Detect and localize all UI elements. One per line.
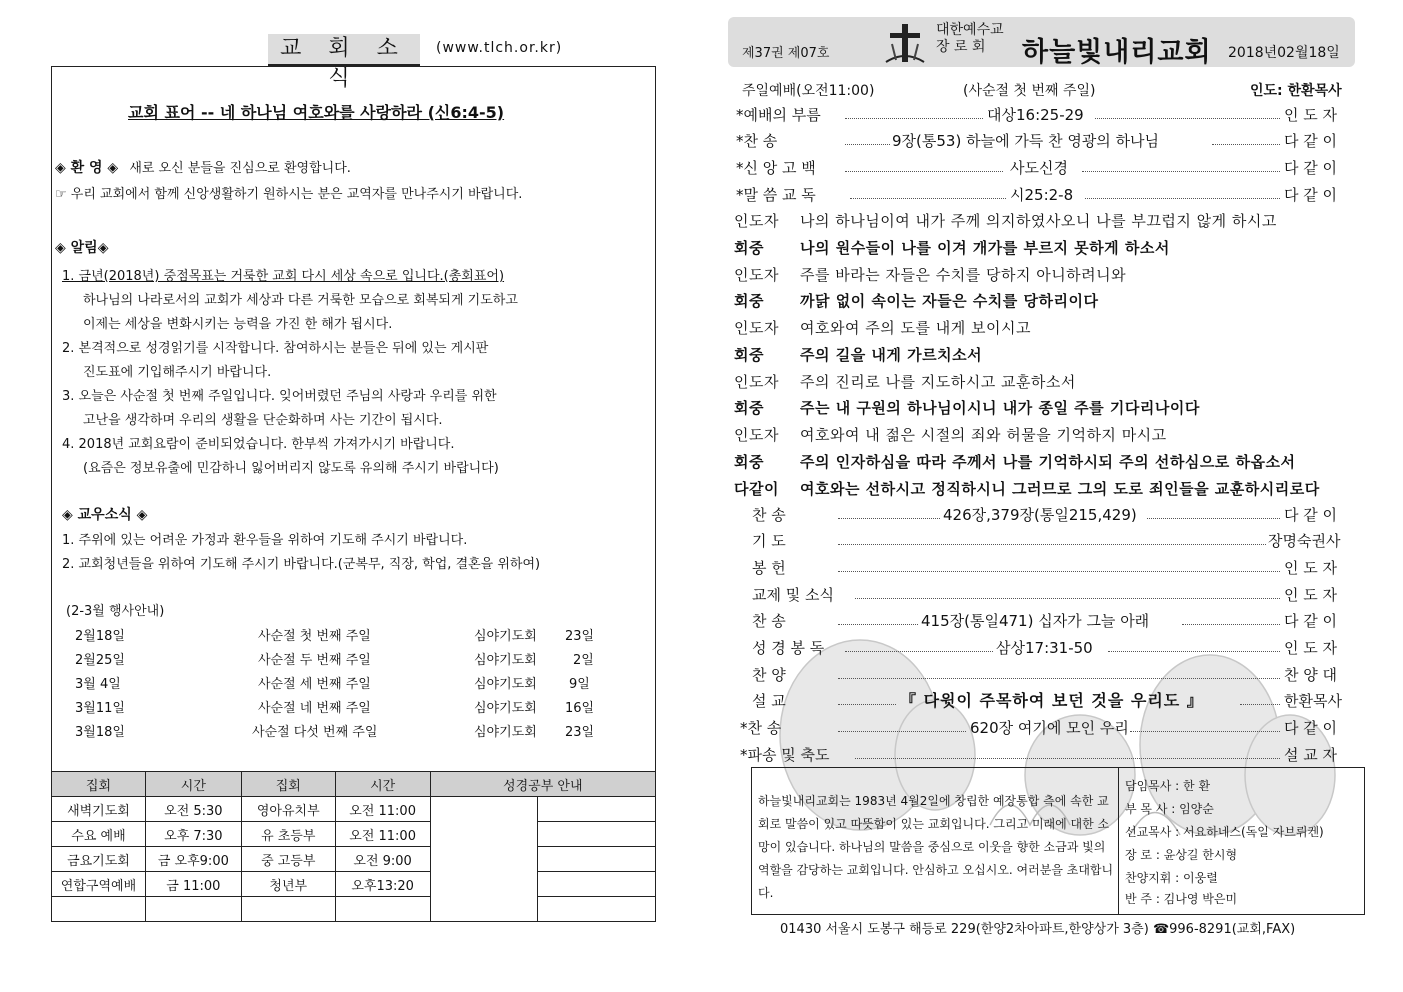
order-label: 성 경 봉 독	[752, 639, 825, 657]
volume-number: 제37권 제07호	[742, 46, 830, 61]
responsive-line	[734, 237, 1170, 258]
responsive-line	[734, 371, 1076, 392]
leader-dots	[1082, 171, 1280, 172]
order-who: 인 도 자	[1284, 586, 1338, 604]
notice-heading: ◈ 알림◈	[55, 240, 109, 256]
order-who: 인 도 자	[1284, 106, 1338, 124]
leader-dots	[838, 678, 1280, 679]
order-label: 찬 송	[752, 506, 786, 524]
event-day: 23일	[565, 725, 595, 740]
reading-text: 여호와여 내 젊은 시절의 죄와 허물을 기억하지 마시고	[800, 426, 1167, 444]
responsive-line	[734, 210, 1277, 231]
responsive-line	[734, 451, 1295, 472]
header-cell: 집회	[52, 772, 146, 797]
event-date: 3월11일	[75, 701, 125, 716]
worship-leader: 인도: 한환목사	[1250, 83, 1342, 99]
denomination-line: 장 로 회	[936, 39, 986, 55]
reader: 다같이	[734, 480, 779, 498]
staff-line: 담임목사 : 한 환	[1125, 779, 1211, 793]
order-who: 다 같 이	[1284, 159, 1338, 177]
reading-text: 주의 진리로 나를 지도하시고 교훈하소서	[800, 373, 1076, 391]
event-date: 2월25일	[75, 653, 125, 668]
liturgical-season: (사순절 첫 번째 주일)	[963, 83, 1096, 99]
welcome-note: ☞ 우리 교회에서 함께 신앙생활하기 원하시는 분은 교역자를 만나주시기 바랍니다.	[55, 187, 523, 202]
cross-logo-icon	[882, 20, 928, 66]
order-content: 대상16:25-29	[987, 106, 1084, 124]
event-name: 사순절 두 번째 주일	[258, 653, 371, 668]
table-cell: 금 11:00	[145, 872, 241, 897]
table-cell: 오전 11:00	[335, 822, 430, 847]
order-label: 설 교	[752, 692, 786, 710]
event-prayer: 심야기도회	[474, 701, 537, 716]
order-who: 다 같 이	[1284, 612, 1338, 630]
reading-text: 주의 길을 내게 가르치소서	[800, 346, 983, 364]
reading-text: 주의 인자하심을 따라 주께서 나를 기억하시되 주의 선하심으로 하옵소서	[800, 453, 1296, 471]
reader: 인도자	[734, 319, 779, 337]
order-who: 한환목사	[1284, 692, 1342, 710]
website-link[interactable]: (www.tlch.or.kr)	[436, 40, 563, 56]
order-who: 다 같 이	[1284, 506, 1338, 524]
event-name: 사순절 다섯 번째 주일	[252, 725, 378, 740]
leader-dots	[838, 544, 1266, 545]
church-address: 01430 서울시 도봉구 해등로 229(한양2차아파트,한양상가 3층) ☎996-8291(교회,FAX)	[780, 922, 1296, 937]
table-cell: 영아유치부	[241, 797, 335, 822]
notice-line: 2. 본격적으로 성경읽기를 시작합니다. 참여하시는 분들은 뒤에 있는 게시판	[62, 341, 489, 356]
staff-line: 찬양지휘 : 이웅렬	[1125, 871, 1218, 885]
leader-dots	[845, 171, 1003, 172]
leader-dots	[845, 118, 983, 119]
leader-dots	[1130, 731, 1280, 732]
church-introduction: 하늘빛내리교회는 1983년 4월2일에 창립한 예장통합 측에 속한 교회로 말씀이 있고 따뜻함이 있는 교회입니다. 그리고 미래에 대한 소망이 있습니다. 하나님의 말씀을 중심으로 이웃을 향한 소금과 빛의 역할을 감당하는 교회입니다. 안심하고 오십시오. 여러분을 초대합니다.	[758, 794, 1114, 900]
leader-dots	[838, 624, 918, 625]
event-date: 3월 4일	[75, 677, 121, 692]
event-prayer: 심야기도회	[474, 677, 537, 692]
study-cell	[538, 797, 656, 822]
order-who: 인 도 자	[1284, 639, 1338, 657]
welcome-heading: ◈ 환 영 ◈	[55, 160, 119, 176]
reader: 인도자	[734, 212, 779, 230]
order-who: 다 같 이	[1284, 132, 1338, 150]
staff-line: 반 주 : 김나영 박은미	[1125, 892, 1238, 906]
table-cell: 오후 7:30	[145, 822, 241, 847]
reading-text: 여호와여 주의 도를 내게 보이시고	[800, 319, 1031, 337]
order-label: *예배의 부름	[736, 106, 821, 124]
divider	[1118, 767, 1119, 915]
order-content: 9장(통53) 하늘에 가득 찬 영광의 하나님	[892, 132, 1160, 150]
order-label: 기 도	[752, 532, 786, 550]
leader-dots	[838, 518, 940, 519]
leader-dots	[1108, 651, 1280, 652]
table-row	[52, 897, 656, 922]
order-who: 장명숙권사	[1268, 532, 1341, 550]
event-name: 사순절 네 번째 주일	[258, 701, 371, 716]
table-cell: 오후13:20	[335, 872, 430, 897]
denomination	[936, 22, 1004, 56]
header-cell: 시간	[335, 772, 430, 797]
mission-line: 2. 교회청년들을 위하여 기도해 주시기 바랍니다.(군복무, 직장, 학업, 결혼을 위하여)	[62, 557, 541, 572]
notice-line: 하나님의 나라로서의 교회가 세상과 다른 거룩한 모습으로 회복되게 기도하고	[83, 293, 518, 308]
table-cell: 청년부	[241, 872, 335, 897]
notice-line: 진도표에 기입해주시기 바랍니다.	[83, 365, 272, 380]
order-label: 찬 양	[752, 666, 786, 684]
study-cell	[538, 897, 656, 922]
reading-text: 주는 내 구원의 하나님이시니 내가 종일 주를 기다리나이다	[800, 399, 1200, 417]
page-title: 교 회 소 식	[268, 34, 420, 67]
event-prayer: 심야기도회	[474, 725, 537, 740]
table-cell	[52, 897, 146, 922]
order-label: *신 앙 고 백	[736, 159, 816, 177]
order-content: 사도신경	[1010, 159, 1068, 177]
responsive-line	[734, 317, 1031, 338]
reader: 회중	[734, 453, 764, 471]
event-name: 사순절 첫 번째 주일	[258, 629, 371, 644]
event-name: 사순절 세 번째 주일	[258, 677, 371, 692]
reading-text: 까닭 없이 속이는 자들은 수치를 당하리이다	[800, 292, 1099, 310]
order-label: *파송 및 축도	[740, 746, 830, 764]
table-cell: 오전 5:30	[145, 797, 241, 822]
order-label: 찬 송	[752, 612, 786, 630]
leader-dots	[845, 144, 890, 145]
reading-text: 나의 하나님이여 내가 주께 의지하였사오니 나를 부끄럽지 않게 하시고	[800, 212, 1277, 230]
table-cell: 금요기도회	[52, 847, 146, 872]
responsive-line	[734, 397, 1200, 418]
reader: 회중	[734, 399, 764, 417]
order-label: 교제 및 소식	[752, 586, 834, 604]
order-content: 426장,379장(통일215,429)	[943, 506, 1137, 524]
staff-line: 선교목사 : 서요하네스(독일 자브뤼켄)	[1125, 825, 1324, 839]
staff-line: 부 목 사 : 임양순	[1125, 802, 1214, 816]
table-cell: 연합구역예배	[52, 872, 146, 897]
notice-line: 1. 금년(2018년) 중점목표는 거룩한 교회 다시 세상 속으로 입니다.(총회표어)	[62, 269, 505, 284]
header-cell: 성경공부 안내	[430, 772, 655, 797]
table-row	[52, 797, 656, 822]
order-who: 다 같 이	[1284, 719, 1338, 737]
church-name: 하늘빛내리교회	[1022, 37, 1212, 68]
table-cell: 오전 11:00	[335, 797, 430, 822]
mission-line: 1. 주위에 있는 어려운 가정과 환우들을 위하여 기도해 주시기 바랍니다.	[62, 533, 468, 548]
reader: 인도자	[734, 373, 779, 391]
table-cell: 오전 9:00	[335, 847, 430, 872]
table-header-row	[52, 772, 656, 797]
study-cell	[430, 797, 538, 922]
leader-dots	[1240, 704, 1280, 705]
bulletin-date: 2018년02월18일	[1228, 45, 1340, 61]
event-prayer: 심야기도회	[474, 653, 537, 668]
order-content: 삼상17:31-50	[996, 639, 1093, 657]
table-cell	[335, 897, 430, 922]
reading-text: 나의 원수들이 나를 이겨 개가를 부르지 못하게 하소서	[800, 239, 1170, 257]
notice-line: 고난을 생각하며 우리의 생활을 단순화하며 사는 기간이 됩시다.	[83, 413, 443, 428]
leader-dots	[1147, 518, 1280, 519]
leader-dots	[855, 598, 1280, 599]
table-cell: 금 오후9:00	[145, 847, 241, 872]
notice-line: (요즘은 정보유출에 민감하니 잃어버리지 않도록 유의해 주시기 바랍니다)	[83, 461, 499, 476]
leader-dots	[850, 198, 1006, 199]
responsive-line	[734, 264, 1126, 285]
leader-dots	[838, 571, 1280, 572]
order-label: *찬 송	[740, 719, 782, 737]
reader: 회중	[734, 346, 764, 364]
responsive-line	[734, 478, 1320, 499]
events-heading: (2-3월 행사안내)	[66, 604, 165, 619]
event-day: 2일	[573, 653, 594, 668]
event-day: 9일	[569, 677, 590, 692]
table-row	[52, 872, 656, 897]
church-motto: 교회 표어 -- 네 하나님 여호와를 사랑하라 (신6:4-5)	[128, 103, 505, 122]
order-who: 다 같 이	[1284, 186, 1338, 204]
order-content: 415장(통일471) 십자가 그늘 아래	[921, 612, 1150, 630]
mission-heading: ◈ 교우소식 ◈	[62, 507, 148, 523]
event-date: 3월18일	[75, 725, 125, 740]
table-cell	[241, 897, 335, 922]
order-label: 봉 헌	[752, 559, 786, 577]
table-cell	[145, 897, 241, 922]
meeting-schedule-table	[51, 771, 656, 922]
notice-line: 4. 2018년 교회요람이 준비되었습니다. 한부씩 가져가시기 바랍니다.	[62, 437, 455, 452]
notice-line: 3. 오늘은 사순절 첫 번째 주일입니다. 잊어버렸던 주님의 사랑과 우리를 위한	[62, 389, 497, 404]
reading-text: 여호와는 선하시고 정직하시니 그러므로 그의 도로 죄인들을 교훈하시리로다	[800, 480, 1320, 498]
order-who: 찬 양 대	[1284, 666, 1338, 684]
table-row	[52, 847, 656, 872]
table-cell: 유 초등부	[241, 822, 335, 847]
leader-dots	[845, 651, 993, 652]
order-content: 시25:2-8	[1010, 186, 1074, 204]
order-label: *찬 송	[736, 132, 778, 150]
responsive-line	[734, 424, 1167, 445]
table-cell: 새벽기도회	[52, 797, 146, 822]
header-cell: 집회	[241, 772, 335, 797]
order-who: 설 교 자	[1284, 746, 1338, 764]
notice-line: 이제는 세상을 변화시키는 능력을 가진 한 해가 됩시다.	[83, 317, 393, 332]
event-day: 23일	[565, 629, 595, 644]
study-cell	[538, 872, 656, 897]
leader-dots	[838, 704, 896, 705]
reading-text: 주를 바라는 자들은 수치를 당하지 아니하려니와	[800, 266, 1127, 284]
study-cell	[538, 847, 656, 872]
event-date: 2월18일	[75, 629, 125, 644]
sermon-title: 『 다윗이 주목하여 보던 것을 우리도 』	[900, 691, 1204, 710]
order-content: 620장 여기에 모인 우리	[970, 719, 1129, 737]
reader: 회중	[734, 239, 764, 257]
reader: 인도자	[734, 426, 779, 444]
leader-dots	[838, 731, 966, 732]
table-cell: 수요 예배	[52, 822, 146, 847]
event-day: 16일	[565, 701, 595, 716]
service-time: 주일예배(오전11:00)	[742, 83, 875, 99]
table-row	[52, 822, 656, 847]
order-label: *말 씀 교 독	[736, 186, 816, 204]
denomination-line: 대한예수교	[936, 22, 1004, 38]
responsive-line	[734, 344, 982, 365]
leader-dots	[855, 758, 1280, 759]
order-who: 인 도 자	[1284, 559, 1338, 577]
leader-dots	[1085, 198, 1280, 199]
reader: 인도자	[734, 266, 779, 284]
leader-dots	[1095, 118, 1280, 119]
study-cell	[538, 822, 656, 847]
responsive-line	[734, 290, 1098, 311]
welcome-text: 새로 오신 분들을 진심으로 환영합니다.	[129, 161, 351, 176]
staff-line: 장 로 : 윤상길 한시형	[1125, 848, 1238, 862]
leader-dots	[1182, 624, 1280, 625]
header-cell: 시간	[145, 772, 241, 797]
reader: 회중	[734, 292, 764, 310]
welcome-section	[55, 157, 351, 177]
event-prayer: 심야기도회	[474, 629, 537, 644]
leader-dots	[1212, 144, 1280, 145]
table-cell: 중 고등부	[241, 847, 335, 872]
